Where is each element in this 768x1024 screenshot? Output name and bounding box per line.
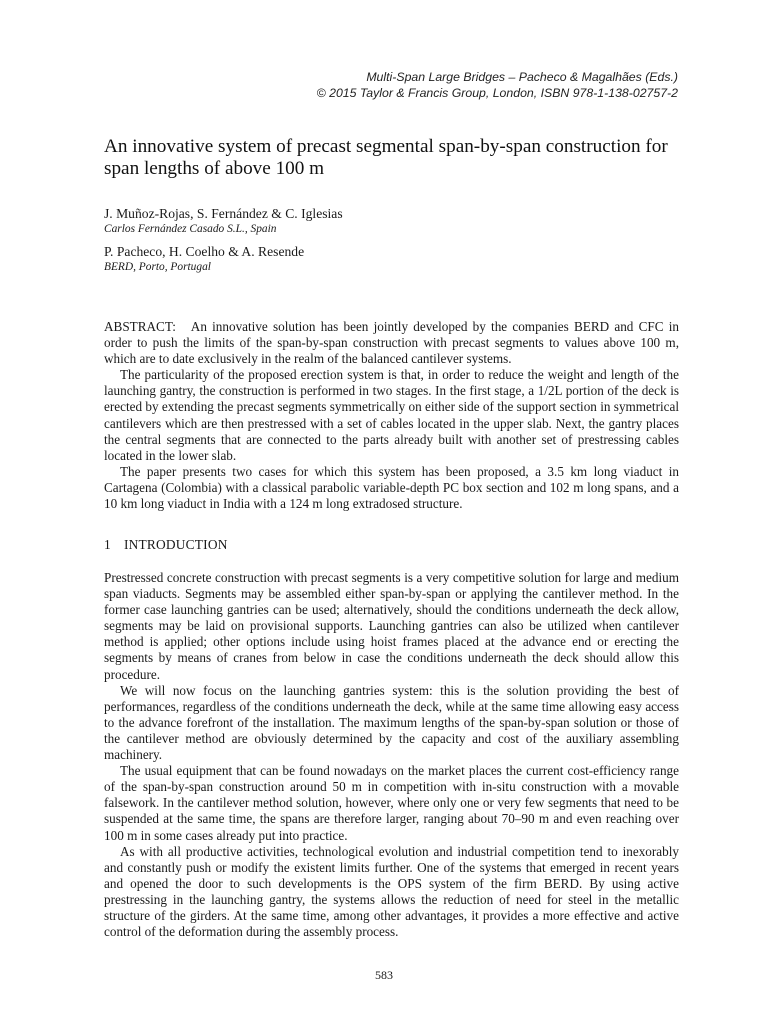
header-copyright-line: © 2015 Taylor & Francis Group, London, ISBN 978-1-138-02757-2 bbox=[316, 85, 678, 100]
abstract bbox=[104, 319, 679, 512]
body-paragraph: As with all productive activities, technological evolution and industrial competition tend to inexorably and constantly push or modify the existent limits further. One of the systems that emerged in recent years and opened the door to such developments is the OPS system of the firm BERD. By using active prestressing in the launching gantry, the systems allows the reduction of need for steel in the metallic structure of the girders. At the same time, among other advantages, it provides a more effective and active control of the deformation during the assembly process. bbox=[104, 843, 679, 940]
page-number: 583 bbox=[375, 968, 393, 982]
author-block bbox=[104, 206, 664, 282]
author-names: P. Pacheco, H. Coelho & A. Resende bbox=[104, 244, 305, 259]
author-affiliation: BERD, Porto, Portugal bbox=[104, 261, 211, 273]
body-paragraph: Prestressed concrete construction with precast segments is a very competitive solution for large and medium span viaducts. Segments may be assembled either span-by-span or applying the cantilever method. In the former case launching gantries can be used; alternatively, should the conditions underneath the deck allow, segments may be laid on provisional supports. Launching gantries can also be utilized when cantilever method is applied; other options include using hoist frames placed at the advance end or erecting the segments by means of cranes from below in case the conditions underneath the deck should allow this procedure. bbox=[104, 570, 679, 682]
header-book-line: Multi-Span Large Bridges – Pacheco & Magalhães (Eds.) bbox=[366, 70, 678, 84]
abstract-paragraph: The paper presents two cases for which this system has been proposed, a 3.5 km long viaduct in Cartagena (Colombia) with a classical parabolic variable-depth PC box section and 102 m long spans, and a 10 km long viaduct in India with a 124 m long extradosed structure. bbox=[104, 463, 679, 512]
body-text bbox=[104, 570, 679, 940]
abstract-paragraph bbox=[104, 319, 679, 367]
author-affiliation: Carlos Fernández Casado S.L., Spain bbox=[104, 223, 277, 235]
running-header bbox=[317, 70, 678, 101]
author-names: J. Muñoz-Rojas, S. Fernández & C. Iglesias bbox=[104, 206, 343, 221]
body-paragraph: We will now focus on the launching gantries system: this is the solution providing the best of performances, regardless of the conditions underneath the deck, while at the same time allowing easy access to the advance forefront of the installation. The maximum lengths of the span-by-span solution or those of the cantilever method are obviously determined by the capacity and cost of the auxiliary assembling machinery. bbox=[104, 682, 679, 763]
section-title: INTRODUCTION bbox=[124, 537, 228, 552]
section-number: 1 bbox=[104, 537, 111, 552]
abstract-paragraph: The particularity of the proposed erection system is that, in order to reduce the weight and length of the launching gantry, the construction is performed in two stages. In the first stage, a 1/2L portion of the deck is erected by extending the precast segments symmetrically on either side of the support section in symmetrical cantilevers which are then prestressed with a set of cables located in the upper slab. Next, the gantry places the central segments that are connected to the parts already built with another set of prestressing cables located in the lower slab. bbox=[104, 367, 679, 463]
body-paragraph: The usual equipment that can be found nowadays on the market places the current cost-efficiency range of the span-by-span construction around 50 m in competition with in-situ construction with a movable falsework. In the cantilever method solution, however, where only one or very few segments that need to be suspended at the same time, the spans are therefore larger, ranging about 70–90 m and even reaching over 100 m in some cases already put into practice. bbox=[104, 763, 679, 843]
author-group bbox=[104, 206, 664, 236]
abstract-text: An innovative solution has been jointly developed by the companies BERD and CFC in order to push the limits of the span-by-span construction with precast segments to values above 100 m, which are to date exclusively in the realm of the balanced cantilever systems. bbox=[104, 319, 679, 367]
author-group bbox=[104, 244, 664, 274]
paper-title: An innovative system of precast segmental span-by-span construction for span lengths of above 100 m bbox=[104, 136, 668, 179]
abstract-label: ABSTRACT: bbox=[104, 319, 176, 334]
section-heading bbox=[104, 537, 228, 553]
